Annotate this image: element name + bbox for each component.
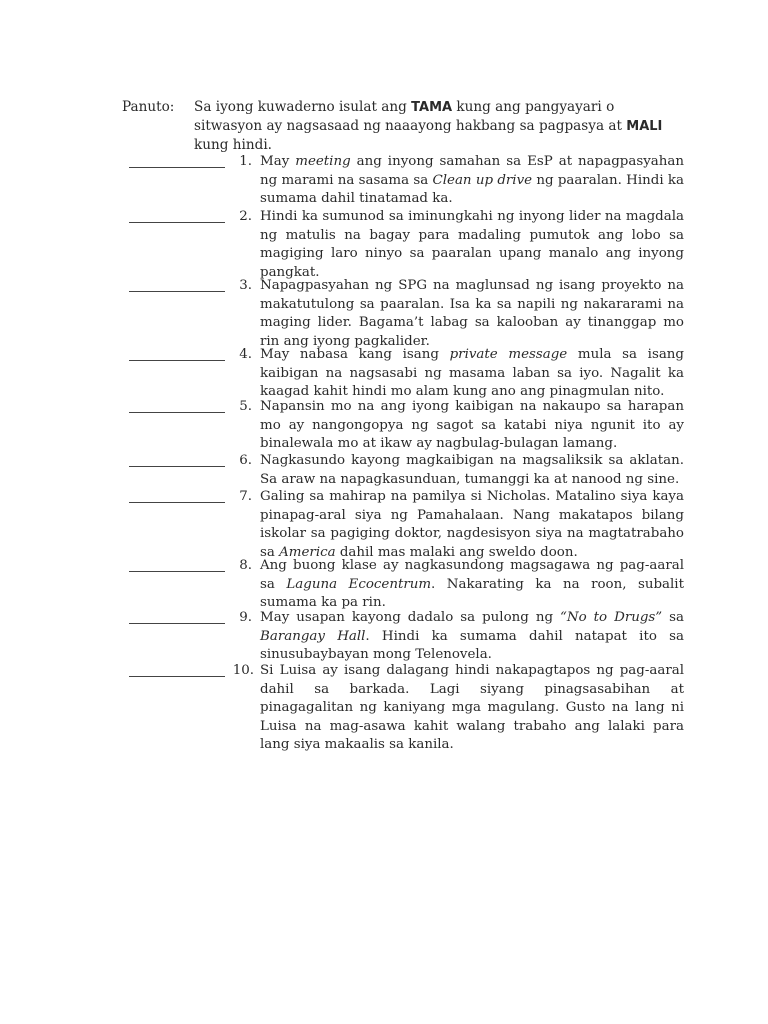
item-number: 7. — [239, 489, 252, 504]
text-segment: May — [260, 154, 296, 169]
text-segment: Ang buong klase ay nagkasundong magsagawa ng pag-aaral sa — [260, 558, 684, 592]
text-segment: . Nakarating ka na roon, subalit sumama ka pa rin. — [260, 576, 684, 610]
italic-term: private message — [449, 347, 568, 362]
answer-blank[interactable] — [129, 466, 225, 467]
item-text — [260, 153, 684, 209]
text-segment: ng paaralan. Hindi ka sumama dahil tinatamad ka. — [260, 172, 684, 206]
item-number: 10. — [232, 663, 254, 678]
answer-blank[interactable] — [129, 623, 225, 624]
keyword-mali: MALI — [626, 119, 663, 134]
item-text — [260, 609, 684, 665]
text-segment: sa — [662, 610, 684, 625]
item-number: 2. — [239, 209, 252, 224]
item-number: 5. — [239, 399, 252, 414]
answer-blank[interactable] — [129, 222, 225, 223]
item-text — [260, 488, 684, 562]
keyword-tama: TAMA — [411, 100, 453, 115]
instructions-label: Panuto: — [122, 99, 175, 115]
text-segment: Si Luisa ay isang dalagang hindi nakapagtapos ng pag-aaral dahil sa barkada. Lagi siyang pinagsasabihan at pinagagalitan ng kaniyang mga magulang. Gusto na lang ni Luisa na mag-asawa kahit walang trabaho ang lalaki para lang siya makaalis sa kanila. — [260, 663, 684, 752]
answer-blank[interactable] — [129, 502, 225, 503]
answer-blank[interactable] — [129, 291, 225, 292]
text-segment: Hindi ka sumunod sa iminungkahi ng inyong lider na magdala ng matulis na bagay para madaling pumutok ang lobo sa magiging laro ninyo sa paaralan upang manalo ang inyong pangkat. — [260, 209, 684, 280]
item-text — [260, 557, 684, 613]
text-segment: dahil mas malaki ang sweldo doon. — [335, 544, 578, 560]
item-number: 6. — [239, 453, 252, 468]
answer-blank[interactable] — [129, 676, 225, 677]
text-segment: . Hindi ka sumama dahil natapat ito sa sinusubaybayan mong Telenovela. — [260, 628, 684, 662]
instructions-text — [194, 98, 684, 155]
item-number: 4. — [239, 347, 252, 362]
italic-term: America — [279, 544, 336, 560]
item-number: 9. — [239, 610, 252, 625]
item-number: 1. — [239, 154, 252, 169]
text-segment: Nagkasundo kayong magkaibigan na magsaliksik sa aklatan. Sa araw na napagkasunduan, tumanggi ka at nanood ng sine. — [260, 453, 684, 487]
item-number: 3. — [239, 278, 252, 293]
answer-blank[interactable] — [129, 360, 225, 361]
instructions-part: kung hindi. — [194, 137, 272, 153]
instructions-part: Sa iyong kuwaderno isulat ang — [194, 99, 412, 115]
italic-term: Barangay Hall — [260, 628, 366, 644]
text-segment: Napagpasyahan ng SPG na maglunsad ng isang proyekto na makatutulong sa paaralan. Isa ka sa napili ng nakararami na maging lider. Bagama’t labag sa kalooban ay tinanggap mo rin ang iyong pagkalider. — [260, 278, 684, 349]
answer-blank[interactable] — [129, 412, 225, 413]
text-segment: mula sa isang kaibigan na nagsasabi ng masama laban sa iyo. Nagalit ka kaagad kahit hindi mo alam kung ano ang pinagmulan nito. — [260, 347, 685, 399]
italic-term: “No to Drugs” — [560, 610, 663, 625]
text-segment: May nabasa kang isang — [260, 347, 450, 362]
italic-term: Clean up drive — [432, 172, 533, 188]
text-segment: Napansin mo na ang iyong kaibigan na nakaupo sa harapan mo ay nangongopya ng sagot sa katabi niya ngunit ito ay binalewala mo at ikaw ay nagbulag-bulagan lamang. — [260, 399, 684, 451]
italic-term: meeting — [295, 154, 351, 169]
item-text — [260, 346, 684, 402]
item-number: 8. — [239, 558, 252, 573]
item-text — [260, 208, 684, 282]
text-segment: ang inyong samahan sa EsP at napagpasyahan ng marami na sasama sa — [260, 154, 684, 188]
italic-term: Laguna Ecocentrum — [286, 576, 432, 592]
item-text — [260, 662, 684, 755]
item-text — [260, 452, 684, 489]
instructions-part: kung ang pangyayari o sitwasyon ay nagsasaad ng naaayong hakbang sa pagpasya at — [194, 99, 627, 134]
text-segment: May usapan kayong dadalo sa pulong ng — [260, 610, 561, 625]
item-text — [260, 398, 684, 454]
answer-blank[interactable] — [129, 167, 225, 168]
text-segment: Galing sa mahirap na pamilya si Nicholas. Matalino siya kaya pinapag-aral siya ng Pamahalaan. Nang makatapos bilang iskolar sa pagiging doktor, nagdesisyon siya na magtatrabaho sa — [260, 489, 684, 560]
answer-blank[interactable] — [129, 571, 225, 572]
item-text — [260, 277, 684, 351]
